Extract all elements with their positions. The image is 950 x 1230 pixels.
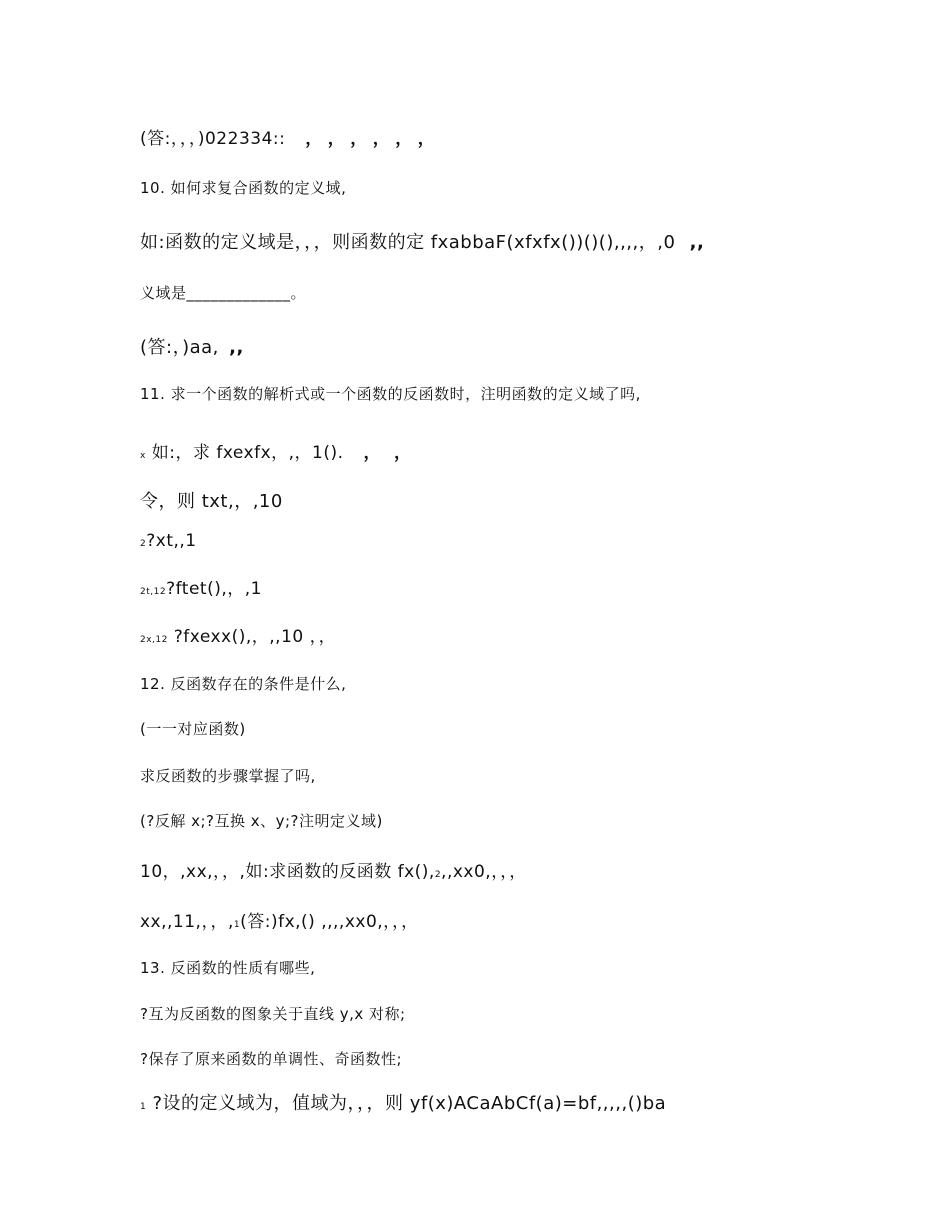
property-2 <box>140 1048 402 1069</box>
text: xx,,11,，，, <box>140 912 234 932</box>
subscript: 2x,12 <box>140 635 168 645</box>
text: (答:，)aa, <box>140 337 219 358</box>
marks: ，，，，，， <box>305 129 449 149</box>
text: (答:，，，)022334:: <box>140 129 286 149</box>
subscript: 2 <box>140 539 147 549</box>
text: 如:，求 fxexfx，,，1(). <box>151 443 344 463</box>
subscript: 2t,12 <box>140 587 167 597</box>
answer-line-10 <box>140 333 244 359</box>
heading-12 <box>140 673 346 694</box>
domain-blank-line <box>140 282 306 303</box>
marks: ,, <box>229 337 244 358</box>
text: 令，则 txt,，,10 <box>140 491 283 512</box>
text: 11. 求一个函数的解析式或一个函数的反函数时，注明函数的定义域了吗, <box>140 385 641 403</box>
text: ?互为反函数的图象关于直线 y,x 对称; <box>140 1005 406 1023</box>
text: 10. 如何求复合函数的定义域, <box>140 179 347 197</box>
text: ?xt,,1 <box>146 531 197 551</box>
subscript: 2 <box>434 870 442 880</box>
property-3 <box>140 1089 666 1115</box>
text-tail: (答:)fx,() ,,,,xx0,，，， <box>240 912 419 932</box>
text: 如:函数的定义域是，，，则函数的定 fxabbaF(xfxfx())()(),,,,，,0 <box>140 232 676 253</box>
text: (一一对应函数) <box>140 720 246 738</box>
property-1 <box>140 1003 406 1024</box>
step-line-1 <box>140 531 197 551</box>
step-line-3 <box>140 622 336 647</box>
example-line-12 <box>140 857 527 882</box>
text: ?fxexx(),，,,10 ，， <box>173 627 337 647</box>
text-tail: ,,xx0,，，， <box>441 862 527 882</box>
subscript: x <box>140 451 146 461</box>
answer-line-12 <box>140 907 419 932</box>
heading-13 <box>140 957 315 978</box>
text: ?保存了原来函数的单调性、奇函数性; <box>140 1050 403 1068</box>
text: 12. 反函数存在的条件是什么, <box>140 675 347 693</box>
text: (?反解 x;?互换 x、y;?注明定义域) <box>140 812 383 830</box>
text: 求反函数的步骤掌握了吗, <box>140 767 316 785</box>
marks: ,, <box>689 232 705 253</box>
heading-10 <box>140 177 346 198</box>
marks: ，， <box>363 443 433 463</box>
substitution-line <box>140 487 283 513</box>
example-line-10 <box>140 228 704 254</box>
question-steps <box>140 765 316 786</box>
text: 义域是_____________。 <box>140 284 307 302</box>
text: ?设的定义域为，值域为，，，则 yf(x)ACaAbCf(a)=bf,,,,,()ba <box>152 1093 667 1114</box>
subscript: 1 <box>233 920 241 930</box>
step-line-2 <box>140 574 262 599</box>
text: ?ftet(),，,1 <box>166 579 262 599</box>
answer-12 <box>140 718 246 739</box>
text: 10，,xx,，，,如:求函数的反函数 fx(), <box>140 862 435 882</box>
example-line-11 <box>140 438 433 463</box>
text: 13. 反函数的性质有哪些, <box>140 959 316 977</box>
answer-line-1 <box>140 124 449 149</box>
subscript: 1 <box>140 1102 147 1112</box>
steps-answer <box>140 810 383 831</box>
heading-11 <box>140 383 641 404</box>
